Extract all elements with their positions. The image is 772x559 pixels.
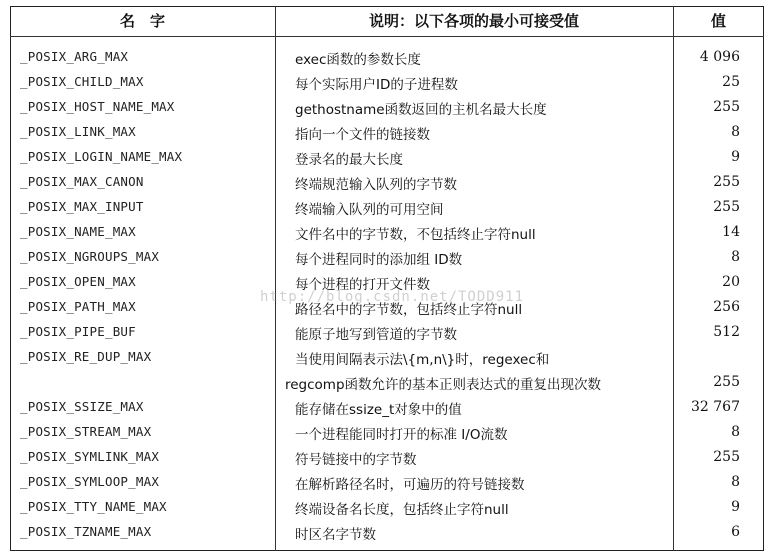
- limit-name: _POSIX_RE_DUP_MAX: [20, 349, 152, 364]
- header-divider: [10, 36, 764, 37]
- limit-name: _POSIX_PATH_MAX: [20, 299, 136, 314]
- limit-name: _POSIX_TTY_NAME_MAX: [20, 499, 167, 514]
- limit-description: 在解析路径名时，可遍历的符号链接数: [295, 477, 525, 493]
- limit-description: 每个进程的打开文件数: [295, 277, 430, 293]
- table-row: [10, 521, 764, 546]
- limit-value: 8: [731, 474, 740, 490]
- limit-description: 指向一个文件的链接数: [295, 127, 430, 143]
- limit-value: 14: [722, 224, 740, 240]
- limit-description-continued: regcomp函数允许的基本正则表达式的重复出现次数: [285, 377, 602, 393]
- limit-description: 文件名中的字节数，不包括终止字符null: [295, 227, 536, 243]
- limit-name: _POSIX_STREAM_MAX: [20, 424, 152, 439]
- limit-description: 能存储在ssize_t对象中的值: [295, 402, 462, 418]
- limit-description: 能原子地写到管道的字节数: [295, 327, 457, 343]
- limit-name: _POSIX_HOST_NAME_MAX: [20, 99, 175, 114]
- limit-value: 8: [731, 124, 740, 140]
- limit-value: 32 767: [691, 399, 740, 415]
- limit-name: _POSIX_LINK_MAX: [20, 124, 136, 139]
- limit-value: 255: [713, 199, 740, 215]
- table-row: [10, 121, 764, 146]
- limit-name: _POSIX_NGROUPS_MAX: [20, 249, 160, 264]
- table-row: [10, 321, 764, 346]
- limit-name: _POSIX_NAME_MAX: [20, 224, 136, 239]
- table-row: [10, 471, 764, 496]
- table-row: [10, 71, 764, 96]
- limit-value: 9: [731, 149, 740, 165]
- table-row: [10, 146, 764, 171]
- limit-description: 时区名字节数: [295, 527, 376, 543]
- limit-description: gethostname函数返回的主机名最大长度: [295, 102, 547, 118]
- limit-value: 255: [713, 449, 740, 465]
- header-name: 名 字: [119, 12, 165, 30]
- limit-name: _POSIX_CHILD_MAX: [20, 74, 144, 89]
- limit-name: _POSIX_PIPE_BUF: [20, 324, 136, 339]
- limit-description: 当使用间隔表示法\{m,n\}时，regexec和: [295, 352, 550, 368]
- limit-name: _POSIX_ARG_MAX: [20, 49, 129, 64]
- table-row: [10, 446, 764, 471]
- limit-value: 20: [722, 274, 740, 290]
- header-value: 值: [710, 12, 726, 30]
- limit-description: 符号链接中的字节数: [295, 452, 417, 468]
- table-row: [10, 496, 764, 521]
- limit-value: 9: [731, 499, 740, 515]
- limit-name: _POSIX_SYMLINK_MAX: [20, 449, 160, 464]
- posix-limits-table: [10, 6, 764, 551]
- table-row: [10, 221, 764, 246]
- limit-value: 255: [713, 174, 740, 190]
- table-row: [10, 196, 764, 221]
- limit-value: 4 096: [699, 49, 740, 65]
- limit-description: 路径名中的字节数，包括终止字符null: [295, 302, 523, 318]
- limit-value: 256: [713, 299, 740, 315]
- limit-value: 512: [713, 324, 740, 340]
- limit-name: _POSIX_MAX_CANON: [20, 174, 144, 189]
- table-row: [10, 421, 764, 446]
- limit-name: _POSIX_MAX_INPUT: [20, 199, 144, 214]
- table-row: [10, 396, 764, 421]
- limit-description: exec函数的参数长度: [295, 52, 421, 68]
- limit-description: 每个实际用户ID的子进程数: [295, 77, 458, 93]
- limit-description: 每个进程同时的添加组 ID数: [295, 252, 463, 268]
- table-row: [10, 96, 764, 121]
- limit-description: 一个进程能同时打开的标准 I/O流数: [295, 427, 508, 443]
- table-row: [10, 246, 764, 271]
- limit-description: 终端规范输入队列的字节数: [295, 177, 457, 193]
- limit-name: _POSIX_SSIZE_MAX: [20, 399, 144, 414]
- limit-name: _POSIX_OPEN_MAX: [20, 274, 136, 289]
- limit-description: 登录名的最大长度: [295, 152, 403, 168]
- limit-value: 8: [731, 424, 740, 440]
- header-description: 说明：以下各项的最小可接受值: [368, 12, 579, 30]
- limit-value: 8: [731, 249, 740, 265]
- limit-description: 终端设备名长度，包括终止字符null: [295, 502, 509, 518]
- table-row: [10, 171, 764, 196]
- limit-name: _POSIX_SYMLOOP_MAX: [20, 474, 160, 489]
- limit-value: 6: [731, 524, 740, 540]
- limit-value: 255: [713, 99, 740, 115]
- table-row: [10, 346, 764, 393]
- watermark: http://blog.csdn.net/TODD911: [260, 289, 525, 305]
- limit-value: 25: [722, 74, 740, 90]
- table-row: [10, 46, 764, 71]
- limit-name: _POSIX_TZNAME_MAX: [20, 524, 152, 539]
- limit-description: 终端输入队列的可用空间: [295, 202, 444, 218]
- limit-value: 255: [713, 374, 740, 390]
- limit-name: _POSIX_LOGIN_NAME_MAX: [20, 149, 183, 164]
